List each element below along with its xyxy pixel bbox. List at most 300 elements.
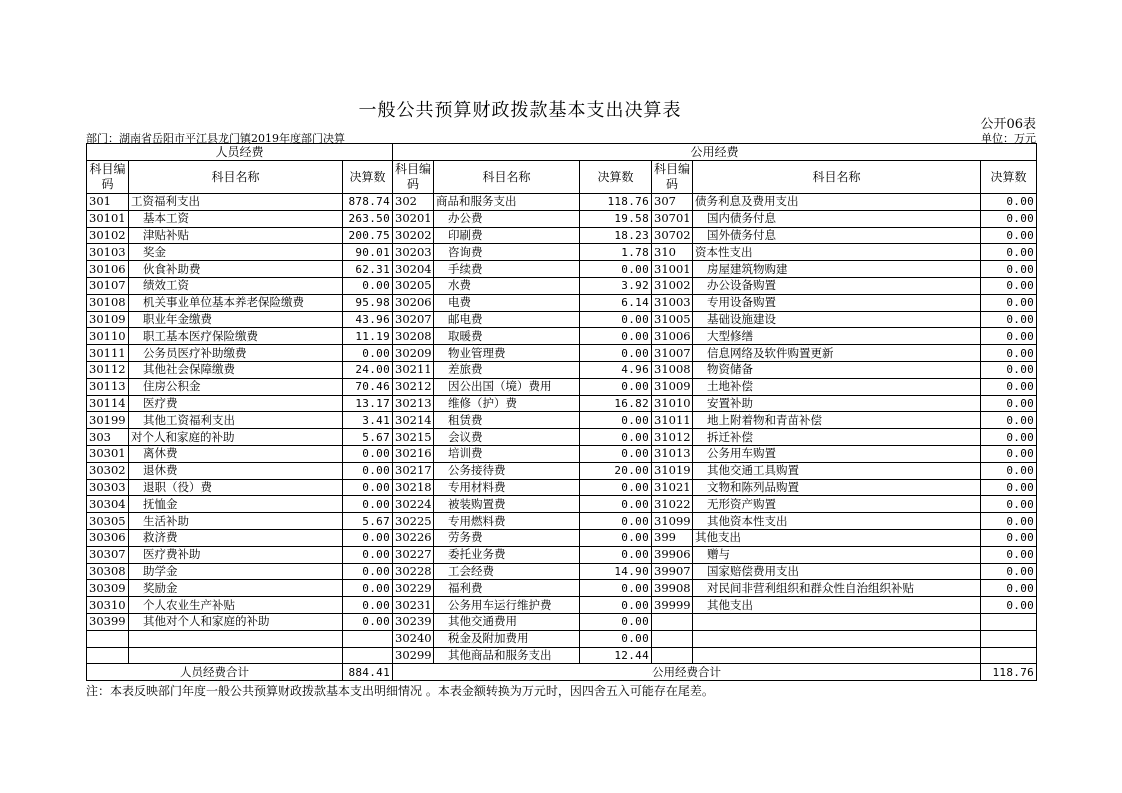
code-cell: 30306 xyxy=(87,529,129,546)
amount-cell: 6.14 xyxy=(580,294,652,311)
amount-cell xyxy=(981,647,1037,664)
name-cell: 奖励金 xyxy=(129,580,343,597)
code-cell: 30108 xyxy=(87,294,129,311)
code-cell: 31008 xyxy=(652,361,693,378)
amount-cell: 0.00 xyxy=(343,580,393,597)
table-row xyxy=(87,647,1037,664)
amount-cell: 0.00 xyxy=(981,328,1037,345)
name-cell: 会议费 xyxy=(434,429,580,446)
code-cell: 30214 xyxy=(393,412,434,429)
code-cell: 30114 xyxy=(87,395,129,412)
code-cell: 31001 xyxy=(652,261,693,278)
amount-cell: 0.00 xyxy=(580,479,652,496)
name-cell: 维修（护）费 xyxy=(434,395,580,412)
name-cell: 债务利息及费用支出 xyxy=(693,194,981,211)
code-cell: 310 xyxy=(652,244,693,261)
table-row xyxy=(87,378,1037,395)
code-cell: 31013 xyxy=(652,445,693,462)
name-cell: 资本性支出 xyxy=(693,244,981,261)
amount-cell: 0.00 xyxy=(580,429,652,446)
table-row xyxy=(87,513,1037,530)
name-cell: 土地补偿 xyxy=(693,378,981,395)
table-row xyxy=(87,227,1037,244)
name-cell: 专用设备购置 xyxy=(693,294,981,311)
name-cell: 物资储备 xyxy=(693,361,981,378)
name-cell: 委托业务费 xyxy=(434,546,580,563)
code-cell: 30102 xyxy=(87,227,129,244)
name-cell: 培训费 xyxy=(434,445,580,462)
name-cell: 抚恤金 xyxy=(129,496,343,513)
amount-cell: 0.00 xyxy=(981,345,1037,362)
code-cell: 31021 xyxy=(652,479,693,496)
code-cell: 30218 xyxy=(393,479,434,496)
table-row xyxy=(87,613,1037,630)
public-total-value: 118.76 xyxy=(981,664,1037,681)
name-cell: 工会经费 xyxy=(434,563,580,580)
amount-cell: 0.00 xyxy=(580,311,652,328)
name-cell: 津贴补贴 xyxy=(129,227,343,244)
table-row xyxy=(87,311,1037,328)
code-cell: 30101 xyxy=(87,210,129,227)
code-cell: 30308 xyxy=(87,563,129,580)
code-cell: 30305 xyxy=(87,513,129,530)
amount-cell: 0.00 xyxy=(580,496,652,513)
name-cell: 机关事业单位基本养老保险缴费 xyxy=(129,294,343,311)
amount-cell: 0.00 xyxy=(981,277,1037,294)
amount-cell: 0.00 xyxy=(343,563,393,580)
amount-cell xyxy=(981,630,1037,647)
personnel-header: 人员经费 xyxy=(87,144,393,161)
amount-cell: 0.00 xyxy=(981,294,1037,311)
code-cell: 30239 xyxy=(393,613,434,630)
code-cell xyxy=(652,647,693,664)
amount-cell: 118.76 xyxy=(580,194,652,211)
amount-cell: 13.17 xyxy=(343,395,393,412)
name-cell: 其他社会保障缴费 xyxy=(129,361,343,378)
name-cell: 电费 xyxy=(434,294,580,311)
code-cell: 31003 xyxy=(652,294,693,311)
amount-cell: 0.00 xyxy=(580,445,652,462)
table-row xyxy=(87,261,1037,278)
table-row xyxy=(87,580,1037,597)
code-cell: 39999 xyxy=(652,597,693,614)
name-cell: 对民间非营利组织和群众性自治组织补贴 xyxy=(693,580,981,597)
amount-cell: 0.00 xyxy=(981,479,1037,496)
table-row xyxy=(87,529,1037,546)
name-cell: 因公出国（境）费用 xyxy=(434,378,580,395)
code-cell: 30303 xyxy=(87,479,129,496)
code-cell: 30240 xyxy=(393,630,434,647)
code-header: 科目编码 xyxy=(652,161,693,194)
name-cell: 其他对个人和家庭的补助 xyxy=(129,613,343,630)
code-cell xyxy=(87,630,129,647)
code-cell: 30307 xyxy=(87,546,129,563)
name-cell: 绩效工资 xyxy=(129,277,343,294)
name-cell: 其他资本性支出 xyxy=(693,513,981,530)
code-cell: 30207 xyxy=(393,311,434,328)
code-cell: 31019 xyxy=(652,462,693,479)
table-row xyxy=(87,429,1037,446)
code-cell: 30227 xyxy=(393,546,434,563)
name-cell: 伙食补助费 xyxy=(129,261,343,278)
code-cell: 39908 xyxy=(652,580,693,597)
code-cell: 31010 xyxy=(652,395,693,412)
name-cell: 基础设施建设 xyxy=(693,311,981,328)
name-cell: 邮电费 xyxy=(434,311,580,328)
name-cell: 国外债务付息 xyxy=(693,227,981,244)
code-header: 科目编码 xyxy=(87,161,129,194)
amount-cell: 0.00 xyxy=(580,513,652,530)
table-row xyxy=(87,597,1037,614)
name-cell xyxy=(129,630,343,647)
code-cell: 31012 xyxy=(652,429,693,446)
amount-cell: 0.00 xyxy=(580,613,652,630)
name-cell: 其他支出 xyxy=(693,597,981,614)
name-cell: 税金及附加费用 xyxy=(434,630,580,647)
name-cell: 水费 xyxy=(434,277,580,294)
amount-cell: 0.00 xyxy=(343,496,393,513)
amount-cell: 0.00 xyxy=(981,378,1037,395)
public-header: 公用经费 xyxy=(393,144,1037,161)
code-cell: 30216 xyxy=(393,445,434,462)
name-cell: 公务用车购置 xyxy=(693,445,981,462)
table-row xyxy=(87,395,1037,412)
table-row xyxy=(87,630,1037,647)
name-cell: 办公费 xyxy=(434,210,580,227)
code-cell: 30310 xyxy=(87,597,129,614)
code-cell: 303 xyxy=(87,429,129,446)
code-cell: 30302 xyxy=(87,462,129,479)
amount-cell: 11.19 xyxy=(343,328,393,345)
amount-cell: 0.00 xyxy=(981,412,1037,429)
footnote: 注：本表反映部门年度一般公共预算财政拨款基本支出明细情况 。本表金额转换为万元时，因四舍五入可能存在尾差。 xyxy=(86,684,714,698)
code-cell: 30113 xyxy=(87,378,129,395)
code-cell xyxy=(87,647,129,664)
code-cell: 31009 xyxy=(652,378,693,395)
table-row xyxy=(87,277,1037,294)
department-label: 部门：湖南省岳阳市平江县龙门镇2019年度部门决算 xyxy=(86,132,345,145)
unit-label: 单位：万元 xyxy=(981,132,1036,145)
amount-cell: 0.00 xyxy=(580,345,652,362)
amount-cell: 0.00 xyxy=(580,630,652,647)
name-cell: 救济费 xyxy=(129,529,343,546)
amount-cell: 0.00 xyxy=(981,429,1037,446)
table-row xyxy=(87,361,1037,378)
code-cell: 30201 xyxy=(393,210,434,227)
code-cell: 30217 xyxy=(393,462,434,479)
amount-cell: 878.74 xyxy=(343,194,393,211)
table-row xyxy=(87,412,1037,429)
amount-cell: 0.00 xyxy=(343,462,393,479)
amount-cell: 0.00 xyxy=(981,563,1037,580)
personnel-total-value: 884.41 xyxy=(343,664,393,681)
table-row xyxy=(87,546,1037,563)
amount-cell: 95.98 xyxy=(343,294,393,311)
name-cell: 奖金 xyxy=(129,244,343,261)
amount-cell: 70.46 xyxy=(343,378,393,395)
code-cell: 30304 xyxy=(87,496,129,513)
name-cell: 大型修缮 xyxy=(693,328,981,345)
name-cell: 公务用车运行维护费 xyxy=(434,597,580,614)
code-cell: 30208 xyxy=(393,328,434,345)
name-cell: 办公设备购置 xyxy=(693,277,981,294)
name-cell: 信息网络及软件购置更新 xyxy=(693,345,981,362)
amount-header: 决算数 xyxy=(343,161,393,194)
amount-cell: 0.00 xyxy=(981,194,1037,211)
name-cell: 咨询费 xyxy=(434,244,580,261)
amount-cell: 0.00 xyxy=(580,597,652,614)
code-cell: 30701 xyxy=(652,210,693,227)
name-cell: 其他交通工具购置 xyxy=(693,462,981,479)
amount-cell: 0.00 xyxy=(580,412,652,429)
name-cell: 专用材料费 xyxy=(434,479,580,496)
code-cell: 307 xyxy=(652,194,693,211)
code-cell: 39907 xyxy=(652,563,693,580)
name-cell: 医疗费 xyxy=(129,395,343,412)
amount-cell: 0.00 xyxy=(981,513,1037,530)
code-cell: 302 xyxy=(393,194,434,211)
name-cell: 其他交通费用 xyxy=(434,613,580,630)
amount-cell: 0.00 xyxy=(343,479,393,496)
table-row xyxy=(87,496,1037,513)
code-cell: 31007 xyxy=(652,345,693,362)
name-cell: 其他商品和服务支出 xyxy=(434,647,580,664)
table-row xyxy=(87,563,1037,580)
code-header: 科目编码 xyxy=(393,161,434,194)
amount-cell: 0.00 xyxy=(343,597,393,614)
table-row xyxy=(87,479,1037,496)
code-cell: 30110 xyxy=(87,328,129,345)
amount-cell: 0.00 xyxy=(343,613,393,630)
code-cell: 301 xyxy=(87,194,129,211)
code-cell: 30211 xyxy=(393,361,434,378)
code-cell: 30103 xyxy=(87,244,129,261)
name-cell xyxy=(693,647,981,664)
name-cell: 职业年金缴费 xyxy=(129,311,343,328)
name-cell: 退职（役）费 xyxy=(129,479,343,496)
code-cell: 30209 xyxy=(393,345,434,362)
code-cell: 30229 xyxy=(393,580,434,597)
name-cell: 其他支出 xyxy=(693,529,981,546)
amount-cell: 18.23 xyxy=(580,227,652,244)
code-cell: 31006 xyxy=(652,328,693,345)
name-cell: 房屋建筑物购建 xyxy=(693,261,981,278)
amount-cell: 20.00 xyxy=(580,462,652,479)
name-cell: 租赁费 xyxy=(434,412,580,429)
code-cell: 30203 xyxy=(393,244,434,261)
amount-cell xyxy=(343,647,393,664)
name-cell xyxy=(693,613,981,630)
code-cell: 30199 xyxy=(87,412,129,429)
code-cell: 30226 xyxy=(393,529,434,546)
code-cell: 30109 xyxy=(87,311,129,328)
amount-cell: 0.00 xyxy=(981,462,1037,479)
code-cell: 30202 xyxy=(393,227,434,244)
amount-cell: 14.90 xyxy=(580,563,652,580)
header-row-columns xyxy=(87,161,1037,194)
form-number: 公开06表 xyxy=(980,117,1036,132)
name-cell: 医疗费补助 xyxy=(129,546,343,563)
code-cell: 31022 xyxy=(652,496,693,513)
amount-cell: 0.00 xyxy=(981,597,1037,614)
amount-cell: 0.00 xyxy=(580,378,652,395)
amount-cell: 12.44 xyxy=(580,647,652,664)
amount-cell xyxy=(981,613,1037,630)
amount-cell: 263.50 xyxy=(343,210,393,227)
name-cell: 个人农业生产补贴 xyxy=(129,597,343,614)
name-cell xyxy=(129,647,343,664)
name-cell: 赠与 xyxy=(693,546,981,563)
table-row xyxy=(87,244,1037,261)
amount-cell: 0.00 xyxy=(580,580,652,597)
name-cell: 商品和服务支出 xyxy=(434,194,580,211)
amount-cell: 0.00 xyxy=(343,445,393,462)
amount-cell: 16.82 xyxy=(580,395,652,412)
code-cell: 39906 xyxy=(652,546,693,563)
name-cell: 国家赔偿费用支出 xyxy=(693,563,981,580)
name-cell: 无形资产购置 xyxy=(693,496,981,513)
code-cell: 30107 xyxy=(87,277,129,294)
amount-cell: 0.00 xyxy=(981,445,1037,462)
expenditure-table xyxy=(86,143,1037,681)
totals-row xyxy=(87,664,1037,681)
amount-cell: 43.96 xyxy=(343,311,393,328)
code-cell: 30106 xyxy=(87,261,129,278)
name-header: 科目名称 xyxy=(434,161,580,194)
amount-cell: 0.00 xyxy=(343,345,393,362)
amount-cell: 0.00 xyxy=(580,546,652,563)
amount-cell: 0.00 xyxy=(981,546,1037,563)
table-row xyxy=(87,345,1037,362)
amount-header: 决算数 xyxy=(981,161,1037,194)
code-cell: 30301 xyxy=(87,445,129,462)
code-cell: 30205 xyxy=(393,277,434,294)
amount-cell: 0.00 xyxy=(580,529,652,546)
amount-cell: 19.58 xyxy=(580,210,652,227)
code-cell: 30224 xyxy=(393,496,434,513)
amount-cell: 24.00 xyxy=(343,361,393,378)
name-cell: 印刷费 xyxy=(434,227,580,244)
name-cell: 差旅费 xyxy=(434,361,580,378)
amount-cell: 5.67 xyxy=(343,513,393,530)
table-row xyxy=(87,194,1037,211)
name-cell: 国内债务付息 xyxy=(693,210,981,227)
amount-cell xyxy=(343,630,393,647)
name-cell: 公务员医疗补助缴费 xyxy=(129,345,343,362)
amount-cell: 200.75 xyxy=(343,227,393,244)
code-cell: 30215 xyxy=(393,429,434,446)
name-cell: 安置补助 xyxy=(693,395,981,412)
name-cell: 专用燃料费 xyxy=(434,513,580,530)
amount-cell: 1.78 xyxy=(580,244,652,261)
amount-header: 决算数 xyxy=(580,161,652,194)
code-cell: 399 xyxy=(652,529,693,546)
name-cell: 离休费 xyxy=(129,445,343,462)
code-cell: 30225 xyxy=(393,513,434,530)
amount-cell: 0.00 xyxy=(343,529,393,546)
table-row xyxy=(87,294,1037,311)
public-total-label: 公用经费合计 xyxy=(393,664,981,681)
code-cell: 31099 xyxy=(652,513,693,530)
name-cell: 福利费 xyxy=(434,580,580,597)
amount-cell: 62.31 xyxy=(343,261,393,278)
name-cell: 地上附着物和青苗补偿 xyxy=(693,412,981,429)
amount-cell: 0.00 xyxy=(981,210,1037,227)
code-cell: 31011 xyxy=(652,412,693,429)
name-cell: 文物和陈列品购置 xyxy=(693,479,981,496)
name-cell: 职工基本医疗保险缴费 xyxy=(129,328,343,345)
name-cell: 基本工资 xyxy=(129,210,343,227)
amount-cell: 0.00 xyxy=(981,261,1037,278)
amount-cell: 0.00 xyxy=(343,277,393,294)
name-cell xyxy=(693,630,981,647)
code-cell xyxy=(652,613,693,630)
page-title: 一般公共预算财政拨款基本支出决算表 xyxy=(358,100,682,121)
code-cell: 30399 xyxy=(87,613,129,630)
code-cell: 30112 xyxy=(87,361,129,378)
amount-cell: 90.01 xyxy=(343,244,393,261)
amount-cell: 0.00 xyxy=(343,546,393,563)
table-row xyxy=(87,328,1037,345)
name-cell: 取暖费 xyxy=(434,328,580,345)
amount-cell: 0.00 xyxy=(580,328,652,345)
name-cell: 助学金 xyxy=(129,563,343,580)
name-cell: 住房公积金 xyxy=(129,378,343,395)
name-header: 科目名称 xyxy=(693,161,981,194)
code-cell: 30702 xyxy=(652,227,693,244)
table-row xyxy=(87,462,1037,479)
name-cell: 被装购置费 xyxy=(434,496,580,513)
amount-cell: 3.41 xyxy=(343,412,393,429)
amount-cell: 0.00 xyxy=(981,227,1037,244)
code-cell: 30213 xyxy=(393,395,434,412)
amount-cell: 0.00 xyxy=(981,244,1037,261)
name-header: 科目名称 xyxy=(129,161,343,194)
name-cell: 对个人和家庭的补助 xyxy=(129,429,343,446)
code-cell xyxy=(652,630,693,647)
amount-cell: 0.00 xyxy=(981,395,1037,412)
amount-cell: 0.00 xyxy=(981,496,1037,513)
code-cell: 30299 xyxy=(393,647,434,664)
name-cell: 手续费 xyxy=(434,261,580,278)
code-cell: 30111 xyxy=(87,345,129,362)
amount-cell: 0.00 xyxy=(981,580,1037,597)
table-row xyxy=(87,445,1037,462)
code-cell: 30228 xyxy=(393,563,434,580)
amount-cell: 5.67 xyxy=(343,429,393,446)
table-row xyxy=(87,210,1037,227)
code-cell: 30206 xyxy=(393,294,434,311)
name-cell: 劳务费 xyxy=(434,529,580,546)
name-cell: 物业管理费 xyxy=(434,345,580,362)
name-cell: 公务接待费 xyxy=(434,462,580,479)
code-cell: 31005 xyxy=(652,311,693,328)
amount-cell: 0.00 xyxy=(981,311,1037,328)
header-row-group xyxy=(87,144,1037,161)
amount-cell: 4.96 xyxy=(580,361,652,378)
amount-cell: 0.00 xyxy=(981,529,1037,546)
name-cell: 拆迁补偿 xyxy=(693,429,981,446)
name-cell: 生活补助 xyxy=(129,513,343,530)
name-cell: 退休费 xyxy=(129,462,343,479)
amount-cell: 0.00 xyxy=(981,361,1037,378)
code-cell: 31002 xyxy=(652,277,693,294)
code-cell: 30231 xyxy=(393,597,434,614)
code-cell: 30212 xyxy=(393,378,434,395)
name-cell: 其他工资福利支出 xyxy=(129,412,343,429)
name-cell: 工资福利支出 xyxy=(129,194,343,211)
code-cell: 30309 xyxy=(87,580,129,597)
